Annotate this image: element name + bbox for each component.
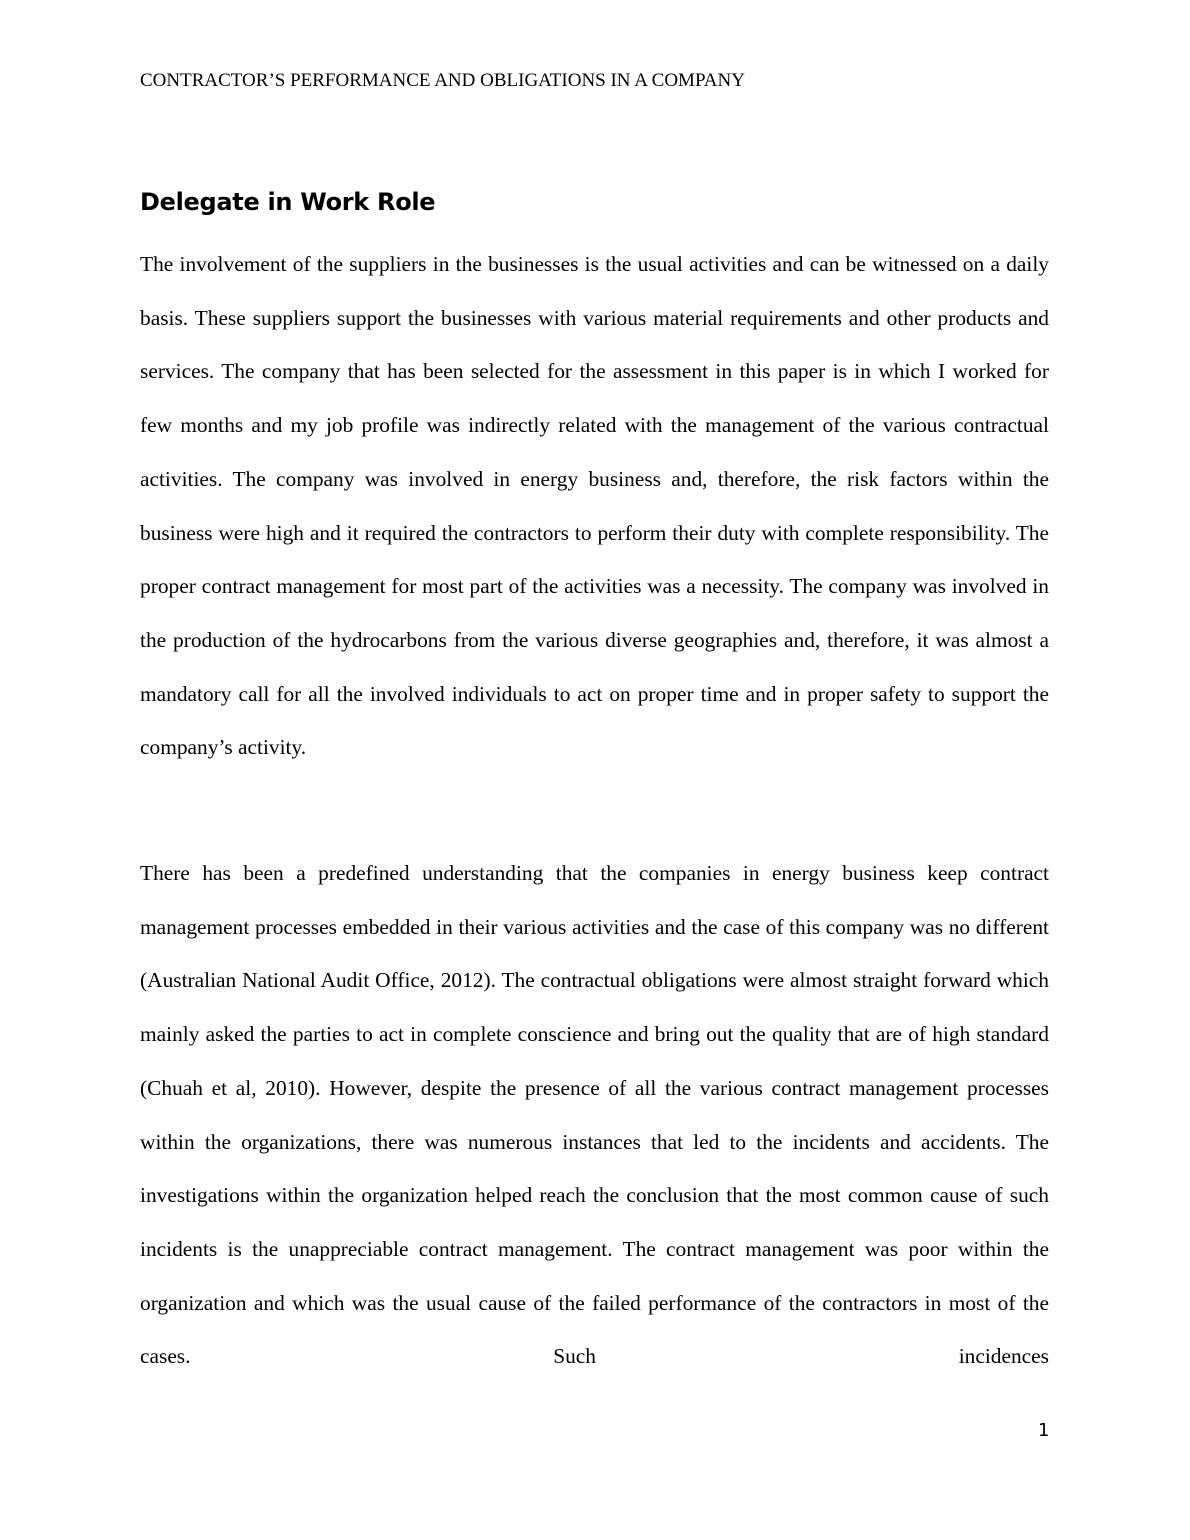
body-paragraph: The involvement of the suppliers in the businesses is the usual activities and can be witnessed on a daily basis. These suppliers support the businesses with various material requirements and other products and services. The company that has been selected for the assessment in this paper is in which I worked for few months and my job profile was indirectly related with the management of the various contractual activities. The company was involved in energy business and, therefore, the risk factors within the business were high and it required the contractors to perform their duty with complete responsibility. The proper contract management for most part of the activities was a necessity. The company was involved in the production of the hydrocarbons from the various diverse geographies and, therefore, it was almost a mandatory call for all the involved individuals to act on proper time and in proper safety to support the company’s activity. (140, 252, 1049, 760)
running-header: CONTRACTOR’S PERFORMANCE AND OBLIGATIONS IN A COMPANY (140, 70, 745, 91)
body-paragraph: There has been a predefined understanding that the companies in energy business keep contract management processes embedded in their various activities and the case of this company was no different (Australian National Audit Office, 2012). The contractual obligations were almost straight forward which mainly asked the parties to act in complete conscience and bring out the quality that are of high standard (Chuah et al, 2010). However, despite the presence of all the various contract management processes within the organizations, there was numerous instances that led to the incidents and accidents. The investigations within the organization helped reach the conclusion that the most common cause of such incidents is the unappreciable contract management. The contract management was poor within the organization and which was the usual cause of the failed performance of the contractors in most of the cases. Such incidences (140, 861, 1049, 1369)
section-heading: Delegate in Work Role (140, 188, 436, 216)
page-number: 1 (1038, 1420, 1050, 1441)
